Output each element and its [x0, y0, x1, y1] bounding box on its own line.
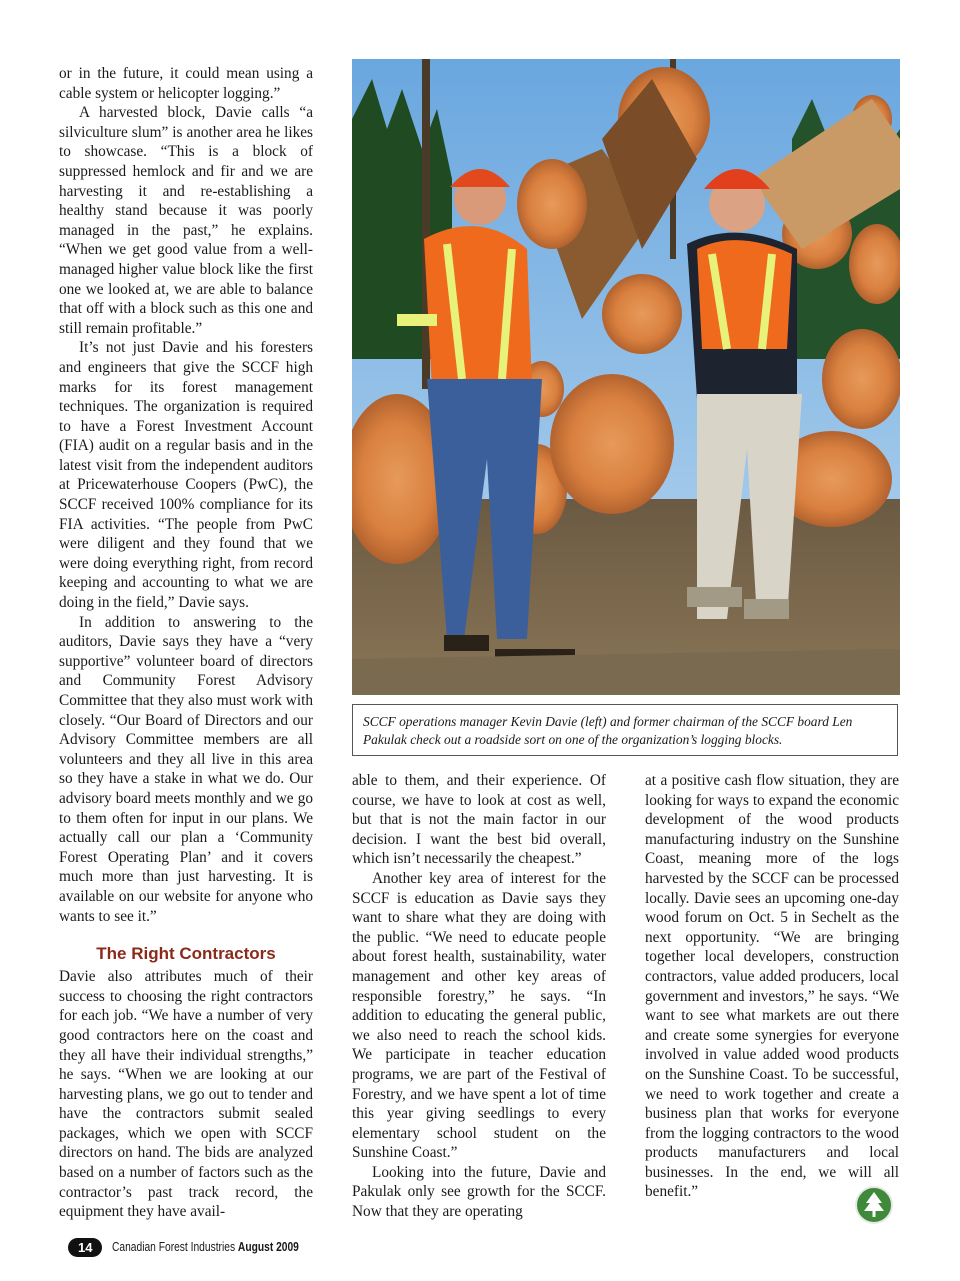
- paragraph: Davie also attributes much of their success to choosing the right contractors for each job. “We have a number of very good contractors here on the coast and they all have their individual strengths,” he says. “When we are looking at our harvesting plans, we go out to tender and have the contractors submit sealed packages, which we open with SCCF directors on hand. The bids are analyzed based on a number of factors such as the contractor’s past track record, the equipment they have avail-: [59, 968, 313, 1221]
- paragraph: A harvested block, Davie calls “a silviculture slum” is another area he likes to showcase. “This is a block of suppressed hemlock and fir and we are harvesting it and re-establishing a healthy stand because it was poorly managed in the past,” he explains. “When we get good value from a well-managed higher value block like the first one we looked at, we are able to balance that off with a block such as this one and still remain profitable.”: [59, 104, 313, 337]
- paragraph: or in the future, it could mean using a cable system or helicopter logging.”: [59, 65, 313, 102]
- caption-text: SCCF operations manager Kevin Davie (left) and former chairman of the SCCF board Len Pakulak check out a roadside sort on one of the organization’s logging blocks.: [363, 714, 853, 747]
- article-column-2: [352, 771, 606, 1222]
- paragraph: at a positive cash flow situation, they are looking for ways to expand the economic development of the wood products manufacturing industry on the Sunshine Coast, meaning more of the logs harvested by the SCCF can be processed locally. Davie sees an upcoming one-day wood forum on Oct. 5 in Sechelt as the next opportunity. “We are bringing together local developers, construction contractors, value added producers, local government and investors,” he says. “We want to see what markets are out there and create some synergies for everyone involved in value added wood products on the Sunshine Coast. To be successful, we need to work together and create a business plan that works for everyone from the logging contractors to the wood products manufacturers and local businesses. In the end, we will all benefit.”: [645, 772, 899, 1201]
- issue-date: August 2009: [238, 1240, 300, 1254]
- page-number: 14: [68, 1238, 102, 1257]
- tree-icon: [855, 1186, 893, 1224]
- photo-caption: [352, 704, 898, 756]
- paragraph: It’s not just Davie and his foresters and engineers that give the SCCF high marks for its forest management techniques. The organization is required to have a Forest Investment Account (FIA) audit on a regular basis and in the latest visit from the independent auditors at Pricewaterhouse Coopers (PwC), the SCCF received 100% compliance for its FIA activities. “The people from PwC were diligent and they found that we were doing everything right, from record keeping and accounting to what we are doing in the field,” Davie says.: [59, 339, 313, 612]
- publication-line: [112, 1240, 299, 1254]
- article-column-1: [59, 64, 313, 1222]
- page-footer: [68, 1236, 340, 1258]
- article-photo: [352, 59, 900, 695]
- publication-name: Canadian Forest Industries: [112, 1240, 236, 1254]
- section-subhead: The Right Contractors: [96, 944, 276, 964]
- article-column-3: [645, 771, 899, 1202]
- paragraph: Looking into the future, Davie and Pakulak only see growth for the SCCF. Now that they are operating: [352, 1163, 606, 1221]
- paragraph: Another key area of interest for the SCCF is education as Davie says they want to share what they are doing with the public. “We need to educate people about forest health, sustainability, water management and other key areas of responsible forestry,” he says. “In addition to educating the general public, we also need to reach the school kids. We participate in teacher education programs, we are part of the Festival of Forestry, and we have spent a lot of time this year giving seedlings to every elementary school student on the Sunshine Coast.”: [352, 869, 606, 1162]
- paragraph: In addition to answering to the auditors, Davie says they have a “very supportive” volunteer board of directors and Community Forest Advisory Committee that they also must work with closely. “Our Board of Directors and our Advisory Committee members are all volunteers and they all live in this area so they have a stake in what we do. Our advisory board meets monthly and we go to them often for input in our plans. We actually call our plan a ‘Community Forest Operating Plan’ and it covers much more than just harvesting. It is available on our website for anyone who wants to see it.”: [59, 613, 313, 925]
- paragraph: able to them, and their experience. Of course, we have to look at cost as well, but that is not the main factor in our decision. I want the best bid overall, which isn’t necessarily the cheapest.”: [352, 772, 606, 868]
